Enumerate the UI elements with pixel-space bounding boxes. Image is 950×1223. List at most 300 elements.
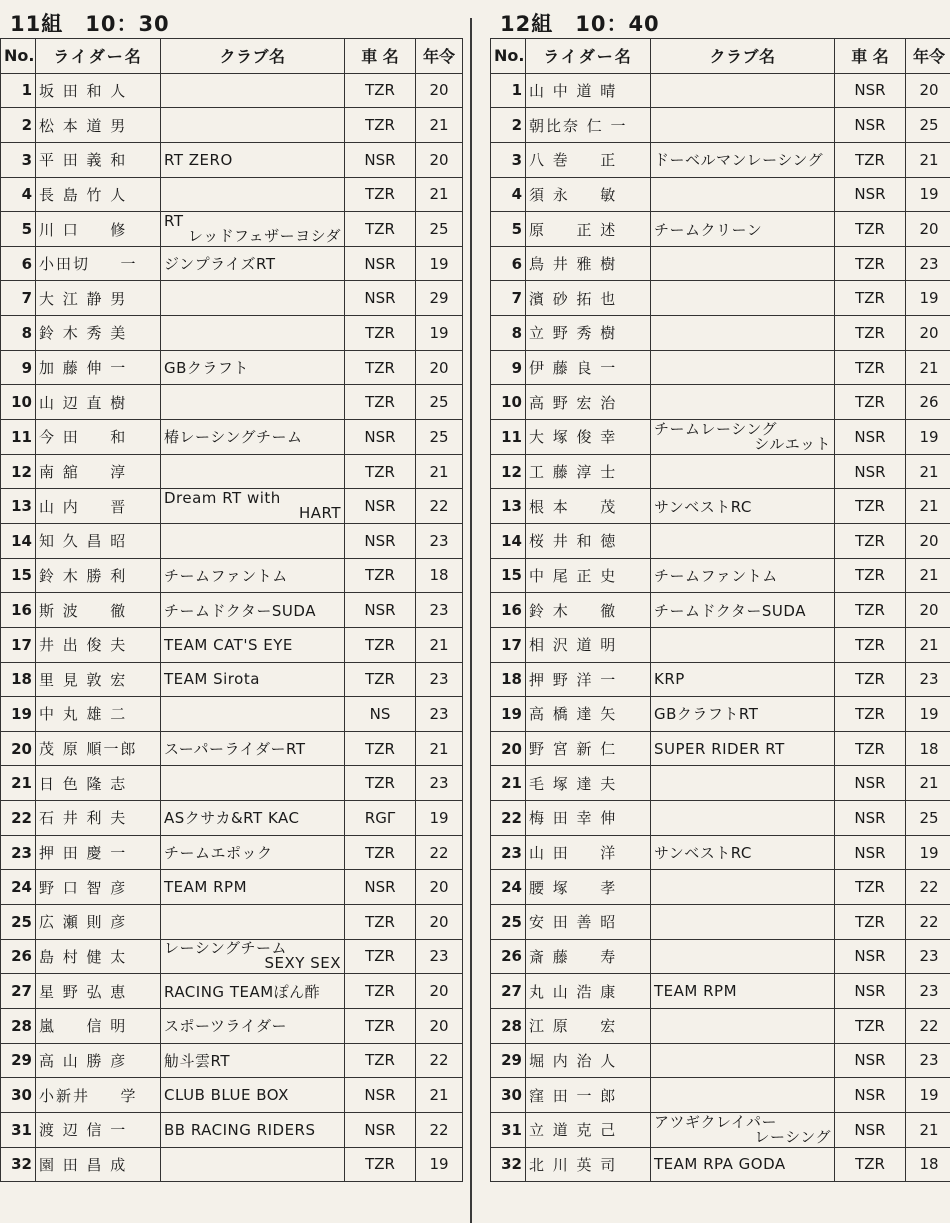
entry-number: 9 [491,350,526,385]
entry-number: 22 [1,801,36,836]
bike-model: TZR [345,627,416,662]
entry-number: 26 [1,939,36,974]
entry-number: 6 [1,246,36,281]
entry-number: 21 [491,766,526,801]
entry-number: 25 [1,905,36,940]
rider-name: 堀 内 治 人 [526,1043,651,1078]
entry-number: 7 [491,281,526,316]
table-row [1,939,463,974]
header-car: 車 名 [835,39,906,74]
table-row [1,420,463,455]
club-name: TEAM RPM [161,870,345,905]
entry-number: 30 [1,1078,36,1113]
bike-model: NSR [345,1112,416,1147]
table-row [1,523,463,558]
club-name [161,281,345,316]
rider-name: 北 川 英 司 [526,1147,651,1182]
club-name [161,489,345,524]
table-row [1,627,463,662]
rider-name: 安 田 善 昭 [526,905,651,940]
entry-number: 16 [491,593,526,628]
bike-model: TZR [345,316,416,351]
rider-name: 鈴 木 秀 美 [36,316,161,351]
club-name-line: レーシング [754,1127,831,1146]
rider-age: 20 [416,350,463,385]
table-row [1,766,463,801]
entry-number: 7 [1,281,36,316]
table-row [1,246,463,281]
bike-model: NSR [345,420,416,455]
rider-age: 21 [416,731,463,766]
table-row [491,870,950,905]
rider-age: 23 [416,523,463,558]
rider-name: 里 見 敦 宏 [36,662,161,697]
rider-name: 原 正 述 [526,212,651,247]
entry-number: 30 [491,1078,526,1113]
bike-model: TZR [345,939,416,974]
rider-age: 20 [906,212,950,247]
bike-model: TZR [835,627,906,662]
entry-number: 32 [1,1147,36,1182]
entry-number: 31 [491,1112,526,1147]
rider-age: 21 [906,350,950,385]
table-row [1,1008,463,1043]
table-row [491,246,950,281]
bike-model: NSR [835,974,906,1009]
rider-age: 19 [416,801,463,836]
rider-name: 野 宮 新 仁 [526,731,651,766]
entry-number: 1 [1,73,36,108]
rider-name: 石 井 利 夫 [36,801,161,836]
entry-number: 18 [1,662,36,697]
rider-age: 21 [906,489,950,524]
table-row [491,939,950,974]
club-name: BB RACING RIDERS [161,1112,345,1147]
club-name [161,212,345,247]
rider-age: 21 [906,558,950,593]
entry-number: 15 [1,558,36,593]
rider-age: 25 [906,801,950,836]
rider-age: 20 [416,974,463,1009]
entry-number: 8 [1,316,36,351]
rider-age: 19 [416,316,463,351]
header-club: クラブ名 [651,39,835,74]
entry-number: 4 [491,177,526,212]
rider-age: 20 [416,142,463,177]
entry-number: 3 [491,142,526,177]
rider-age: 25 [906,108,950,143]
rider-name: 山 辺 直 樹 [36,385,161,420]
rider-name: 鳥 井 雅 樹 [526,246,651,281]
club-name [651,870,835,905]
table-row [491,108,950,143]
bike-model: NSR [345,870,416,905]
rider-name: 工 藤 淳 士 [526,454,651,489]
table-row [491,316,950,351]
rider-age: 22 [416,1112,463,1147]
header-car: 車 名 [345,39,416,74]
table-row [491,1112,950,1147]
rider-age: 25 [416,212,463,247]
rider-name: 今 田 和 [36,420,161,455]
rider-name: 斎 藤 寿 [526,939,651,974]
entry-number: 6 [491,246,526,281]
entry-number: 4 [1,177,36,212]
rider-age: 20 [416,1008,463,1043]
club-name: チームファントム [161,558,345,593]
rider-age: 23 [416,593,463,628]
table-row [491,385,950,420]
table-row [1,593,463,628]
club-name [651,281,835,316]
rider-name: 加 藤 伸 一 [36,350,161,385]
club-name: TEAM Sirota [161,662,345,697]
table-row [491,801,950,836]
rider-age: 20 [416,905,463,940]
rider-age: 23 [416,766,463,801]
club-name: ASクサカ&RT KAC [161,801,345,836]
rider-age: 22 [416,835,463,870]
bike-model: TZR [345,454,416,489]
entry-number: 14 [1,523,36,558]
rider-name: 井 出 俊 夫 [36,627,161,662]
club-name [651,385,835,420]
rider-name: 広 瀬 則 彦 [36,905,161,940]
club-name-line: レッドフェザーヨシダ [187,227,341,246]
table-row [1,489,463,524]
bike-model: NSR [835,766,906,801]
bike-model: TZR [345,766,416,801]
bike-model: TZR [345,212,416,247]
bike-model: TZR [835,212,906,247]
entry-number: 29 [1,1043,36,1078]
entry-number: 15 [491,558,526,593]
rider-age: 19 [906,835,950,870]
club-name [161,454,345,489]
rider-name: 園 田 昌 成 [36,1147,161,1182]
rider-name: 毛 塚 達 夫 [526,766,651,801]
table-row [1,177,463,212]
rider-name: 相 沢 道 明 [526,627,651,662]
entry-number: 23 [1,835,36,870]
club-name [651,73,835,108]
rider-name: 立 野 秀 樹 [526,316,651,351]
header-rider: ライダー名 [36,39,161,74]
club-name [161,905,345,940]
bike-model: NSR [835,177,906,212]
bike-model: NSR [345,281,416,316]
table-row [1,905,463,940]
rider-name: 山 中 道 晴 [526,73,651,108]
club-name-line: HART [298,504,341,523]
rider-age: 23 [416,939,463,974]
rider-age: 21 [906,766,950,801]
bike-model: TZR [345,350,416,385]
club-name: SUPER RIDER RT [651,731,835,766]
bike-model: TZR [345,974,416,1009]
table-row [491,974,950,1009]
entry-number: 22 [491,801,526,836]
rider-age: 20 [906,523,950,558]
table-row [491,350,950,385]
club-name: KRP [651,662,835,697]
club-name [651,420,835,455]
entry-number: 5 [1,212,36,247]
club-name: チームドクターSUDA [651,593,835,628]
entry-number: 1 [491,73,526,108]
entry-number: 21 [1,766,36,801]
rider-name: 野 口 智 彦 [36,870,161,905]
club-name [651,1112,835,1147]
rider-age: 23 [416,697,463,732]
header-no: No. [1,39,36,74]
entry-number: 28 [491,1008,526,1043]
club-name [161,108,345,143]
rider-age: 21 [416,177,463,212]
entry-number: 2 [491,108,526,143]
entry-number: 19 [491,697,526,732]
entry-number: 8 [491,316,526,351]
table-row [491,177,950,212]
rider-name: 梅 田 幸 伸 [526,801,651,836]
table-row [1,108,463,143]
entry-number: 16 [1,593,36,628]
bike-model: TZR [835,142,906,177]
club-name [651,177,835,212]
bike-model: TZR [345,1043,416,1078]
table-row [491,212,950,247]
bike-model: NSR [345,142,416,177]
rider-age: 23 [906,1043,950,1078]
bike-model: TZR [345,558,416,593]
club-name-line: チームレーシング [654,419,778,438]
table-row [1,142,463,177]
rider-name: 中 丸 雄 二 [36,697,161,732]
club-name [651,454,835,489]
table-row [1,1147,463,1182]
bike-model: TZR [835,558,906,593]
rider-age: 21 [416,1078,463,1113]
rider-name: 山 内 晋 [36,489,161,524]
club-name-line: レーシングチーム [164,939,288,958]
header-no: No. [491,39,526,74]
table-row [491,420,950,455]
entry-number: 25 [491,905,526,940]
entry-number: 19 [1,697,36,732]
club-name: GBクラフト [161,350,345,385]
bike-model: NSR [835,939,906,974]
table-row [1,281,463,316]
rider-age: 22 [416,1043,463,1078]
rider-name: 八 巻 正 [526,142,651,177]
entry-number: 12 [491,454,526,489]
table-header-row [491,39,950,74]
entry-number: 2 [1,108,36,143]
bike-model: TZR [835,593,906,628]
table-row [1,316,463,351]
entry-number: 10 [1,385,36,420]
rider-age: 21 [906,1112,950,1147]
club-name: ドーベルマンレーシング [651,142,835,177]
group-title: 12組 10：40 [500,12,660,36]
bike-model: TZR [835,385,906,420]
entry-number: 27 [1,974,36,1009]
club-name-line: アツギクレイパー [654,1112,777,1131]
table-row [491,1008,950,1043]
club-name: TEAM RPA GODA [651,1147,835,1182]
table-row [491,558,950,593]
club-name [651,905,835,940]
club-name: ジンプライズRT [161,246,345,281]
rider-name: 大 江 静 男 [36,281,161,316]
bike-model: TZR [835,731,906,766]
entry-number: 18 [491,662,526,697]
bike-model: TZR [345,385,416,420]
rider-name: 鈴 木 徹 [526,593,651,628]
rider-name: 押 田 慶 一 [36,835,161,870]
rider-name: 須 永 敏 [526,177,651,212]
rider-name: 長 島 竹 人 [36,177,161,212]
rider-age: 22 [906,870,950,905]
entry-number: 3 [1,142,36,177]
entry-number: 20 [1,731,36,766]
club-name: スポーツライダー [161,1008,345,1043]
club-name-line: シルエット [754,434,831,453]
entry-number: 12 [1,454,36,489]
table-row [1,662,463,697]
rider-name: 高 野 宏 治 [526,385,651,420]
rider-name: 押 野 洋 一 [526,662,651,697]
header-age: 年令 [906,39,950,74]
entry-number: 17 [1,627,36,662]
entry-number: 11 [491,420,526,455]
entry-number: 26 [491,939,526,974]
bike-model: NSR [835,1112,906,1147]
rider-age: 20 [906,316,950,351]
club-name: 觔斗雲RT [161,1043,345,1078]
rider-age: 23 [906,246,950,281]
club-name [651,939,835,974]
club-name [651,801,835,836]
table-header-row [1,39,463,74]
table-row [491,905,950,940]
entry-number: 32 [491,1147,526,1182]
bike-model: TZR [345,1147,416,1182]
bike-model: TZR [345,1008,416,1043]
club-name [651,766,835,801]
header-age: 年令 [416,39,463,74]
table-row [1,1112,463,1147]
rider-age: 18 [416,558,463,593]
bike-model: NSR [835,73,906,108]
club-name: TEAM RPM [651,974,835,1009]
club-name: サンベストRC [651,835,835,870]
rider-name: 茂 原 順一郎 [36,731,161,766]
rider-age: 29 [416,281,463,316]
bike-model: NSR [835,1043,906,1078]
bike-model: TZR [835,489,906,524]
bike-model: NSR [345,1078,416,1113]
club-name [161,177,345,212]
table-row [491,1147,950,1182]
entry-number: 5 [491,212,526,247]
rider-age: 20 [906,73,950,108]
rider-age: 21 [906,454,950,489]
rider-name: 朝比奈 仁 一 [526,108,651,143]
table-row [491,662,950,697]
bike-model: NSR [345,593,416,628]
rider-age: 21 [416,627,463,662]
bike-model: TZR [835,246,906,281]
entry-number: 14 [491,523,526,558]
bike-model: RGΓ [345,801,416,836]
rider-age: 21 [416,108,463,143]
club-name [161,939,345,974]
table-row [1,73,463,108]
rider-name: 渡 辺 信 一 [36,1112,161,1147]
club-name [161,73,345,108]
bike-model: TZR [345,177,416,212]
club-name [651,1078,835,1113]
bike-model: TZR [835,1147,906,1182]
bike-model: TZR [835,662,906,697]
rider-age: 19 [906,420,950,455]
rider-age: 22 [906,1008,950,1043]
table-row [1,212,463,247]
rider-name: 窪 田 一 郎 [526,1078,651,1113]
table-row [1,801,463,836]
rider-name: 平 田 義 和 [36,142,161,177]
bike-model: NSR [345,246,416,281]
entry-table [0,38,463,1182]
club-name [161,766,345,801]
rider-name: 小田切 一 [36,246,161,281]
club-name: GBクラフトRT [651,697,835,732]
bike-model: NSR [835,454,906,489]
rider-name: 腰 塚 孝 [526,870,651,905]
club-name: チームファントム [651,558,835,593]
club-name-line: SEXY SEX [264,954,341,973]
rider-age: 19 [906,697,950,732]
table-row [491,73,950,108]
club-name: RACING TEAMぽん酢 [161,974,345,1009]
bike-model: NS [345,697,416,732]
table-row [491,281,950,316]
club-name: チームエポック [161,835,345,870]
table-row [491,454,950,489]
table-row [1,1043,463,1078]
club-name [651,246,835,281]
bike-model: TZR [345,108,416,143]
rider-age: 21 [906,142,950,177]
entry-number: 24 [1,870,36,905]
rider-name: 立 道 克 己 [526,1112,651,1147]
table-row [491,593,950,628]
rider-name: 高 山 勝 彦 [36,1043,161,1078]
rider-age: 21 [416,454,463,489]
club-name [161,1147,345,1182]
club-name: CLUB BLUE BOX [161,1078,345,1113]
bike-model: TZR [835,1008,906,1043]
rider-name: 日 色 隆 志 [36,766,161,801]
rider-age: 25 [416,385,463,420]
rider-name: 大 塚 俊 幸 [526,420,651,455]
rider-name: 桜 井 和 徳 [526,523,651,558]
entry-number: 9 [1,350,36,385]
rider-name: 坂 田 和 人 [36,73,161,108]
bike-model: TZR [835,697,906,732]
rider-name: 斯 波 徹 [36,593,161,628]
